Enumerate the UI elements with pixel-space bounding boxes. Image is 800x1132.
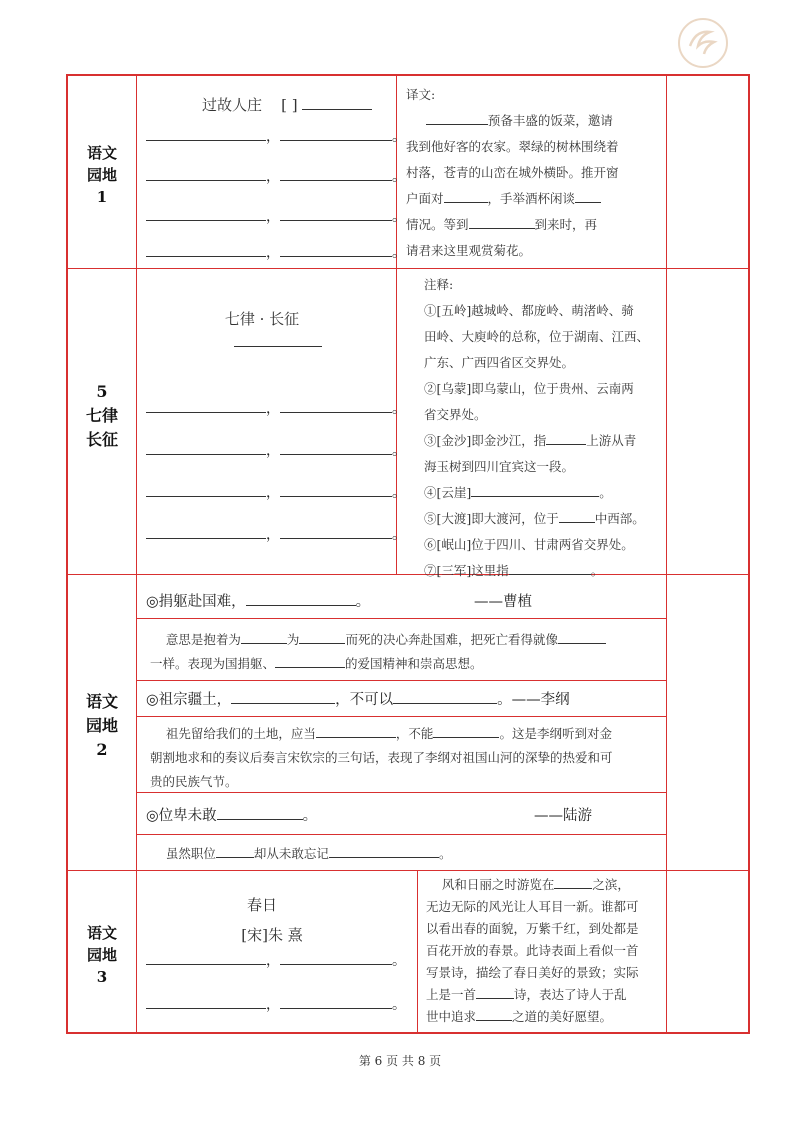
- row-divider: [68, 870, 748, 871]
- inner-divider: [136, 716, 666, 717]
- author-blank[interactable]: [234, 346, 322, 347]
- poem-line: ， 。: [146, 166, 406, 186]
- poem-title: 过故人庄 [ ]: [202, 94, 402, 115]
- annotations: 注释: ①[五岭]越城岭、都庞岭、萌渚岭、骑 田岭、大庾岭的总称，位于湖南、江西、 广东、广西四省区交界处。 ②[乌蒙]即乌蒙山，位于贵州、云南两 省交界处。 ③[金沙]即金沙江，指 上游从青 海玉树到四川宜宾这一段。 ④[云崖] 。 ⑤[大渡]即大渡河，位于 中西部。 ⑥[岷山]位于四川、甘肃两省交界处。 ⑦[三军]这里指 。: [424, 277, 650, 578]
- answer-blank[interactable]: [302, 95, 372, 110]
- poem-line: ， 。: [146, 398, 406, 418]
- poem-line: ， 。: [146, 206, 406, 226]
- poem-title: 七律 · 长征: [224, 310, 300, 328]
- explanation: 意思是抱着为 为 而死的决心奔赴国难，把死亡看得就像 一样。表现为国捐躯、 的爱国精神和崇高思想。: [150, 628, 660, 676]
- quote-line: ◎位卑未敢 。 ——陆游: [146, 804, 656, 825]
- inner-divider: [136, 680, 666, 681]
- quote-line: ◎祖宗疆土， ，不可以 。——李纲: [146, 688, 656, 709]
- poem-line: ， 。: [146, 440, 406, 460]
- explanation: 祖先留给我们的土地，应当 ，不能 。这是李纲听到对金 朝割地求和的奏议后奏言宋钦宗的三句话，表现了李纲对祖国山河的深挚的热爱和可 贵的民族气节。: [150, 726, 613, 789]
- translation: 译文: 预备丰盛的饭菜，邀请 我到他好客的农家。翠绿的树林围绕着 村落，苍青的山峦在城外横卧。推开窗 户面对 ，手举酒杯闲谈 情况。等到 到来时，再 请君来这里观赏菊花。: [406, 87, 619, 258]
- section-label: 语文 园地 3: [86, 924, 117, 986]
- worksheet-table: [66, 74, 750, 1034]
- poem-title: 春日: [246, 896, 277, 914]
- quote-line: ◎捐躯赴国难， 。 ——曹植: [146, 590, 656, 611]
- col-divider: [417, 870, 418, 1034]
- logo-icon: [676, 16, 730, 70]
- poem-line: ， 。: [146, 950, 406, 970]
- explanation: 虽然职位 却从未敢忘记 。: [165, 846, 452, 861]
- section-label: 语文 园地 2: [85, 692, 118, 759]
- explanation: 风和日丽之时游览在 之滨， 无边无际的风光让人耳目一新。谁都可 以看出春的面貌，万紫千红，到处都是 百花开放的春景。此诗表面上看似一首 写景诗，描绘了春日美好的景致；实际 上是一首 诗，表达了诗人于乱 世中追求 之道的美好愿望。: [426, 877, 639, 1024]
- row-divider: [68, 268, 748, 269]
- col-divider: [136, 76, 137, 1034]
- poem-author: [宋]朱 熹: [241, 926, 303, 944]
- inner-divider: [136, 834, 666, 835]
- bracket-blank: [ ]: [281, 96, 298, 114]
- poem-line: ， 。: [146, 994, 406, 1014]
- poem-line: ， 。: [146, 126, 406, 146]
- section-label: 语文 园地 1: [86, 144, 117, 206]
- poem-line: ， 。: [146, 242, 406, 262]
- inner-divider: [136, 618, 666, 619]
- poem-line: ， 。: [146, 482, 406, 502]
- page-number: 第 6 页 共 8 页: [358, 1054, 442, 1068]
- col-divider: [666, 76, 667, 1034]
- section-label: 5 七律 长征: [85, 382, 118, 449]
- poem-line: ， 。: [146, 524, 406, 544]
